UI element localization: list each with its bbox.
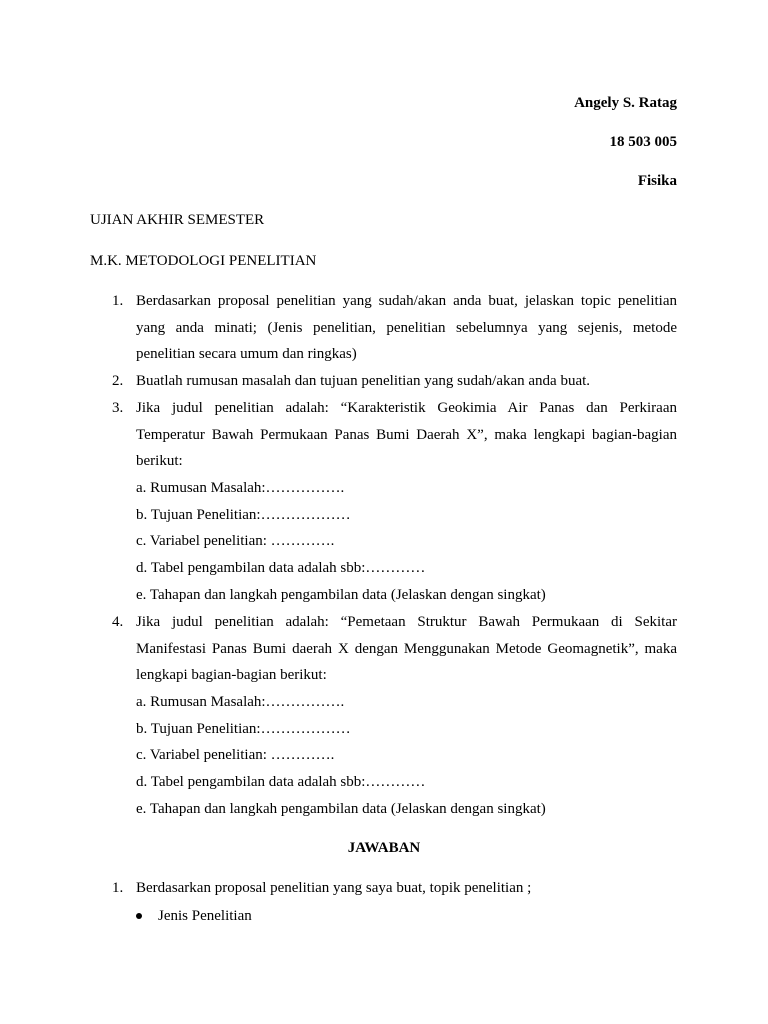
question-number: 3.: [112, 400, 124, 416]
department: Fisika: [637, 173, 677, 189]
question-line: penelitian secara umum dan ringkas): [136, 346, 357, 362]
sub-item: b. Tujuan Penelitian:………………: [136, 721, 351, 737]
answer-number: 1.: [112, 880, 124, 896]
sub-item: d. Tabel pengambilan data adalah sbb:…………: [136, 774, 426, 790]
sub-item: a. Rumusan Masalah:…………….: [136, 480, 345, 496]
sub-item: e. Tahapan dan langkah pengambilan data (Jelaskan dengan singkat): [136, 587, 546, 603]
author-name: Angely S. Ratag: [574, 95, 677, 111]
answer-heading: JAWABAN: [347, 840, 421, 856]
question-number: 1.: [112, 293, 124, 309]
question-line: yang anda minati; (Jenis penelitian, penelitian sebelumnya yang sejenis, metode: [136, 320, 677, 336]
sub-item: d. Tabel pengambilan data adalah sbb:…………: [136, 560, 426, 576]
course-title: M.K. METODOLOGI PENELITIAN: [90, 253, 317, 269]
exam-title: UJIAN AKHIR SEMESTER: [90, 212, 265, 228]
sub-item: c. Variabel penelitian: ………….: [136, 747, 335, 763]
question-number: 2.: [112, 373, 124, 389]
question-line: Jika judul penelitian adalah: “Pemetaan Struktur Bawah Permukaan di Sekitar: [136, 614, 677, 630]
question-line: Manifestasi Panas Bumi daerah X dengan Menggunakan Metode Geomagnetik”, maka: [136, 641, 677, 657]
question-line: lengkapi bagian-bagian berikut:: [136, 667, 327, 683]
answer-bullet-item: Jenis Penelitian: [158, 908, 252, 924]
question-number: 4.: [112, 614, 124, 630]
question-line: Temperatur Bawah Permukaan Panas Bumi Daerah X”, maka lengkapi bagian-bagian: [136, 427, 677, 443]
question-line: Jika judul penelitian adalah: “Karakteristik Geokimia Air Panas dan Perkiraan: [136, 400, 677, 416]
sub-item: e. Tahapan dan langkah pengambilan data (Jelaskan dengan singkat): [136, 801, 546, 817]
sub-item: a. Rumusan Masalah:…………….: [136, 694, 345, 710]
student-id: 18 503 005: [609, 134, 677, 150]
answer-line: Berdasarkan proposal penelitian yang saya buat, topik penelitian ;: [136, 880, 532, 896]
bullet-icon: [136, 913, 142, 919]
sub-item: b. Tujuan Penelitian:………………: [136, 507, 351, 523]
question-line: berikut:: [136, 453, 183, 469]
question-line: Berdasarkan proposal penelitian yang sudah/akan anda buat, jelaskan topic penelitian: [136, 293, 677, 309]
question-line: Buatlah rumusan masalah dan tujuan penelitian yang sudah/akan anda buat.: [136, 373, 591, 389]
sub-item: c. Variabel penelitian: ………….: [136, 533, 335, 549]
